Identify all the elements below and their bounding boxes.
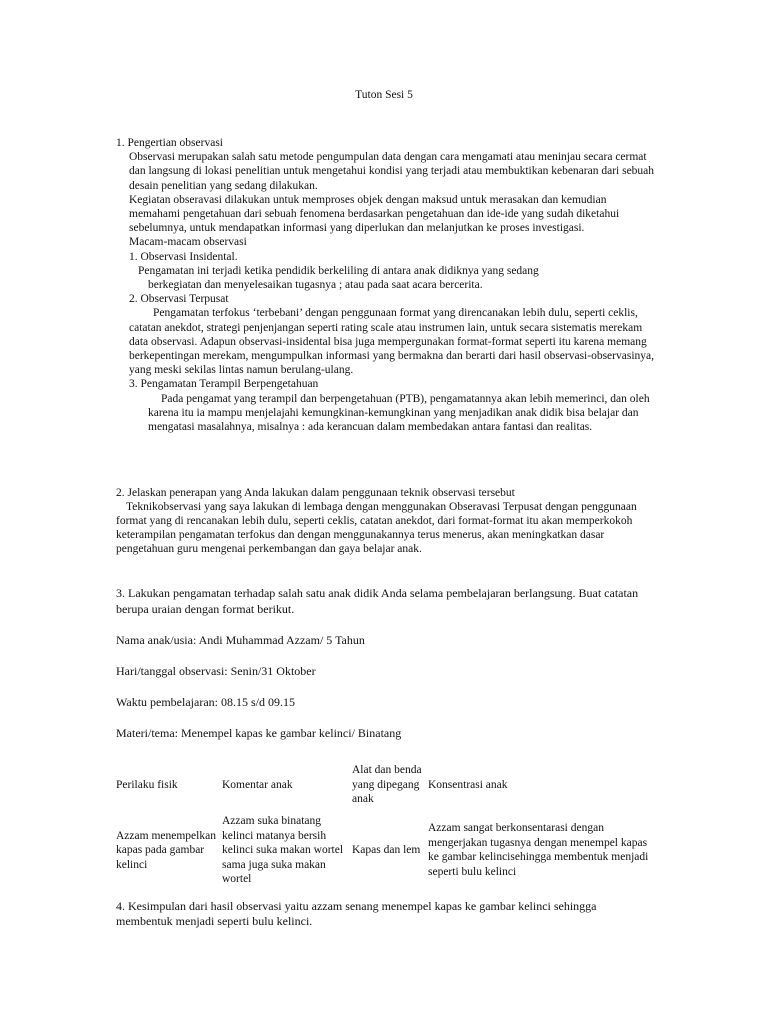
observation-table xyxy=(116,756,660,887)
document-title: Tuton Sesi 5 xyxy=(355,89,413,101)
header-physical-behavior: Perilaku fisik xyxy=(116,778,178,791)
cell-physical-behavior: Azzam menempelkan kapas pada gambar kelinci xyxy=(116,829,216,871)
header-concentration: Konsentrasi anak xyxy=(428,778,508,791)
table-header-row xyxy=(116,756,660,814)
section-2-text: Teknikobservasi yang saya lakukan di lembaga dengan menggunakan Obseravasi Terpusat dengan penggunaan format yang di rencanakan lebih dulu, seperti ceklis, catatan anekdot, dari format-format itu akan memperkokoh keterampilan pengamatan terfokus dan dengan menggunakannya terus menerus, akan meningkatkan dasar pengetahuan guru mengenai perkembangan dan gaya belajar anak. xyxy=(116,501,637,555)
section-1-heading: 1. Pengertian observasi xyxy=(116,137,223,149)
header-child-comment: Komentar anak xyxy=(222,778,293,791)
section-1-paragraph-2: Kegiatan obseravasi dilakukan untuk memproses objek dengan maksud untuk merasakan dan kemudian memahami pengetahuan dari sebuah fenomena berdasarkan pengetahuan dan ide-ide yang sudah diketahui sebelumnya, untuk mendapatkan informasi yang diperlukan dan melanjutkan ke proses investigasi. xyxy=(129,193,620,235)
section-2 xyxy=(116,486,656,556)
type-1-text-b: berkegiatan dan menyelesaikan tugasnya ; atau pada saat acara bercerita. xyxy=(148,279,483,292)
section-3-heading: 3. Lakukan pengamatan terhadap salah satu anak didik Anda selama pembelajaran berlangsung. Buat catatan berupa uraian dengan format berikut. xyxy=(116,586,639,616)
cell-tools-held: Kapas dan lem xyxy=(352,844,421,856)
type-3-text: Pada pengamat yang terampil dan berpengetahuan (PTB), pengamatannya akan lebih memerinci, dan oleh karena itu ia mampu menjelajahi kemungkinan-kemungkinan yang menjadikan anak didik bisa belajar dan mengatasi masalahnya, misalnya : ada kerancuan dalam membedakan antara fantasi dan realitas. xyxy=(148,392,650,434)
table-row xyxy=(116,814,660,887)
cell-concentration: Azzam sangat berkonsentarasi dengan mengerjakan tugasnya dengan menempel kapas ke gambar kelincisehingga membentuk menjadi seperti bulu kelinci xyxy=(428,822,649,878)
section-2-heading: 2. Jelaskan penerapan yang Anda lakukan dalam penggunaan teknik observasi tersebut xyxy=(116,487,515,499)
type-1-title: 1. Observasi Insidental. xyxy=(129,250,238,263)
section-1-paragraph-1: Observasi merupakan salah satu metode pengumpulan data dengan cara mengamati atau meninjau secara cermat dan langsung di lokasi penelitian untuk mengetahui kondisi yang terjadi atau membuktikan kebenaran dari sebuah desain penelitian yang sedang dilakukan. xyxy=(129,151,655,192)
type-3-title: 3. Pengamatan Terampil Berpengetahuan xyxy=(129,378,319,391)
observation-types-heading: Macam-macam observasi xyxy=(129,236,247,249)
type-2-title: 2. Observasi Terpusat xyxy=(129,293,229,306)
section-4-conclusion: 4. Kesimpulan dari hasil observasi yaitu azzam senang menempel kapas ke gambar kelinci sehingga membentuk menjadi seperti bulu kelinci. xyxy=(116,899,597,928)
learning-time: Waktu pembelajaran: 08.15 s/d 09.15 xyxy=(116,695,295,709)
section-1 xyxy=(116,136,656,434)
type-1-text-a: Pengamatan ini terjadi ketika pendidik berkeliling di antara anak didiknya yang sedang xyxy=(138,264,539,277)
material-theme: Materi/tema: Menempel kapas ke gambar kelinci/ Binatang xyxy=(116,726,402,740)
child-name-age: Nama anak/usia: Andi Muhammad Azzam/ 5 Tahun xyxy=(116,633,365,647)
type-2-text: Pengamatan terfokus ‘terbebani’ dengan penggunaan format yang direncanakan lebih dulu, seperti ceklis, catatan anekdot, strategi penjenjangan seperti rating scale atau instrumen lain, untuk secara sistematis merekam data observasi. Adapun observasi-insidental bisa juga mempergunakan format-format seperti itu karena memang berkepentingan merekam, mengumpulkan informasi yang bermakna dan berarti dari hasil observasi-observasinya, yang meski sekilas lintas namun berulang-ulang. xyxy=(129,307,654,377)
header-tools-held: Alat dan benda yang dipegang anak xyxy=(352,764,422,806)
cell-child-comment: Azzam suka binatang kelinci matanya bersih kelinci suka makan wortel sama juga suka makan wortel xyxy=(222,815,344,885)
observation-date: Hari/tanggal observasi: Senin/31 Oktober xyxy=(116,664,316,678)
